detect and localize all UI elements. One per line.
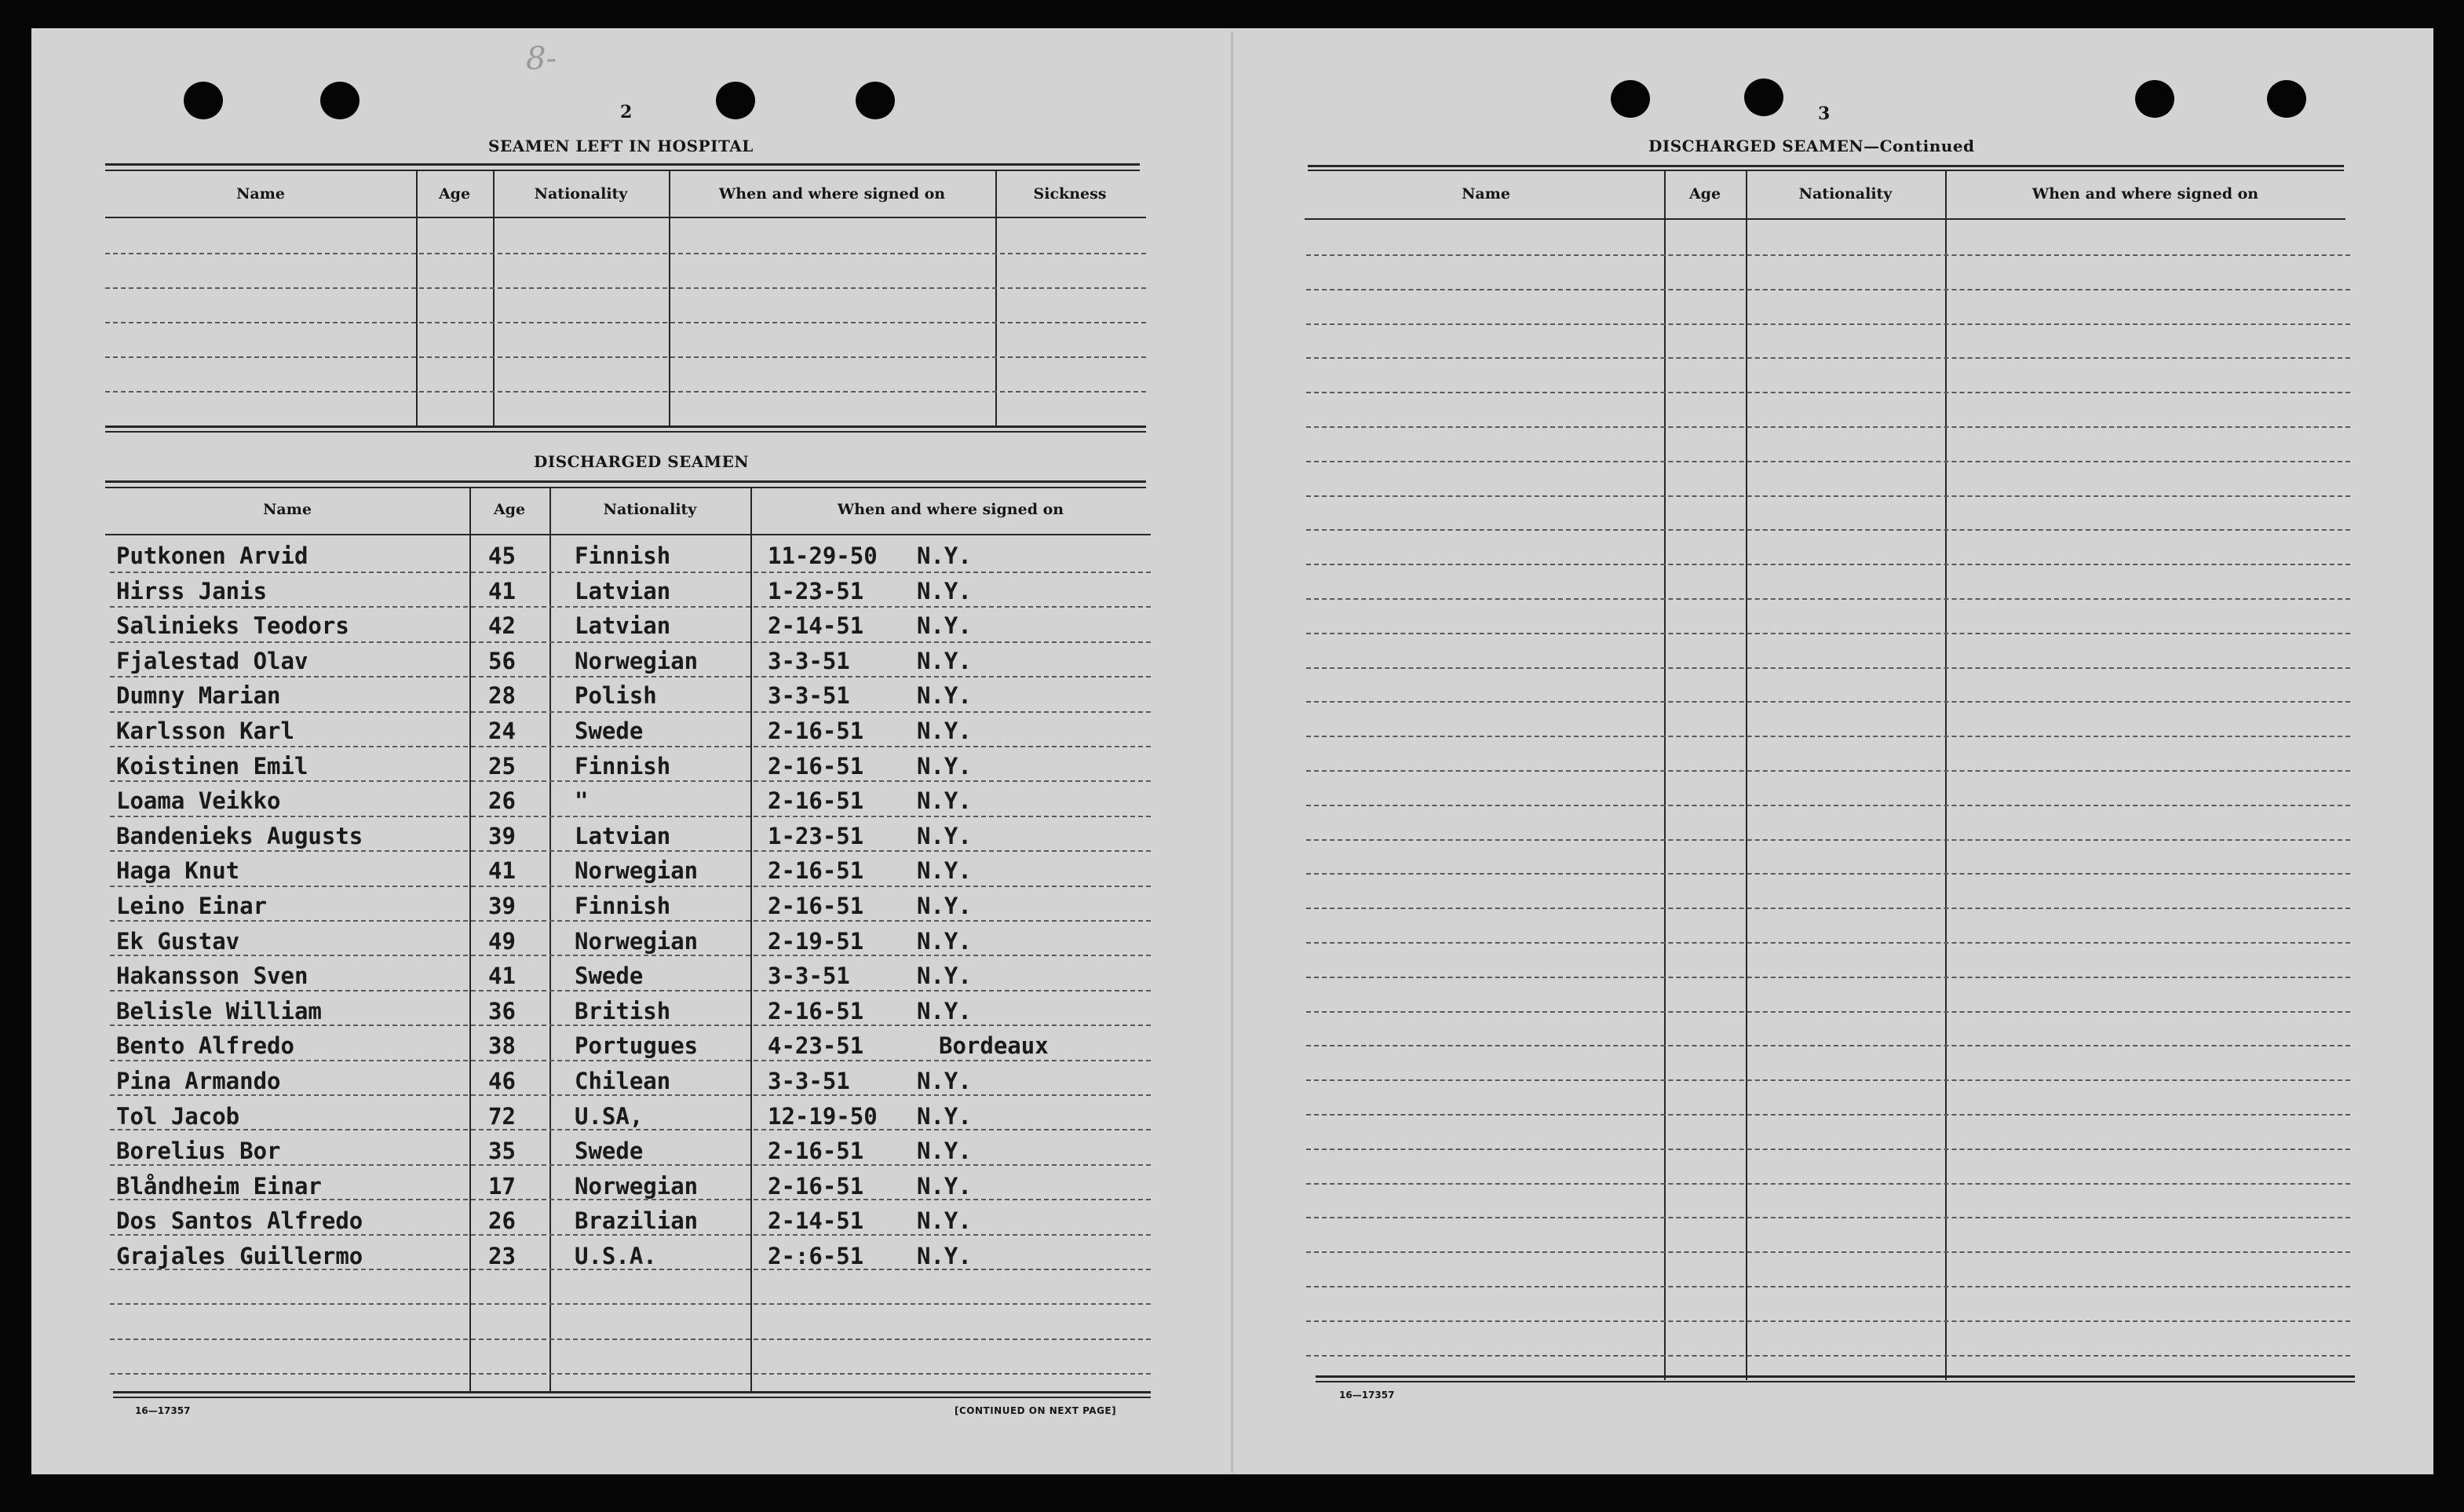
seaman-nationality: Chilean bbox=[575, 1068, 671, 1094]
signed-on-place: N.Y. bbox=[917, 577, 972, 604]
discharged-col-name: Name bbox=[263, 501, 312, 518]
signed-on-place: N.Y. bbox=[917, 893, 972, 919]
signed-on-date: 2-14-51 bbox=[768, 1207, 864, 1235]
seaman-age: 35 bbox=[488, 1138, 516, 1165]
seaman-age: 26 bbox=[488, 1207, 516, 1235]
signed-on-place: N.Y. bbox=[917, 997, 972, 1024]
seaman-age: 56 bbox=[488, 647, 516, 674]
signed-on-date: 2-:6-51 bbox=[768, 1243, 864, 1269]
signed-on-place: N.Y. bbox=[917, 718, 972, 744]
right-section-title bbox=[1648, 137, 1975, 155]
signed-on-place: N.Y. bbox=[917, 682, 972, 710]
punch-hole bbox=[716, 82, 755, 119]
seaman-name: Salinieks Teodors bbox=[116, 612, 349, 640]
seaman-name: Belisle William bbox=[116, 997, 322, 1024]
discharged-col-nationality: Nationality bbox=[603, 501, 697, 518]
punch-hole bbox=[856, 82, 895, 119]
signed-on-place: N.Y. bbox=[917, 822, 972, 849]
right-title-continued: —Continued bbox=[1864, 137, 1975, 155]
signed-on-date: 2-16-51 bbox=[768, 997, 864, 1024]
punch-hole bbox=[2267, 80, 2306, 118]
signed-on-date: 2-16-51 bbox=[768, 893, 864, 919]
seaman-age: 72 bbox=[488, 1102, 516, 1130]
seaman-age: 17 bbox=[488, 1172, 516, 1200]
seaman-nationality: Latvian bbox=[575, 822, 671, 849]
signed-on-date: 3-3-51 bbox=[768, 682, 850, 710]
seaman-nationality: Finnish bbox=[575, 542, 671, 569]
signed-on-date: 4-23-51 bbox=[768, 1032, 864, 1060]
signed-on-place: N.Y. bbox=[917, 1172, 972, 1200]
right-title-main: DISCHARGED SEAMEN bbox=[1648, 137, 1864, 155]
seaman-name: Bento Alfredo bbox=[116, 1032, 294, 1060]
hospital-col-age: Age bbox=[438, 185, 471, 203]
seaman-name: Blåndheim Einar bbox=[116, 1172, 322, 1200]
punch-hole bbox=[184, 82, 223, 119]
seaman-nationality: Swede bbox=[575, 718, 644, 744]
punch-hole bbox=[2135, 80, 2174, 118]
seaman-name: Grajales Guillermo bbox=[116, 1243, 363, 1269]
seaman-name: Hakansson Sven bbox=[116, 962, 308, 990]
seaman-age: 26 bbox=[488, 787, 516, 815]
discharged-section-title: DISCHARGED SEAMEN bbox=[534, 452, 750, 471]
seaman-name: Dumny Marian bbox=[116, 682, 281, 710]
discharged-col-signed-on: When and where signed on bbox=[837, 501, 1064, 518]
signed-on-date: 1-23-51 bbox=[768, 577, 864, 604]
signed-on-place: N.Y. bbox=[917, 1138, 972, 1165]
hospital-col-nationality: Nationality bbox=[534, 185, 628, 203]
signed-on-place: N.Y. bbox=[917, 787, 972, 815]
signed-on-date: 2-16-51 bbox=[768, 1138, 864, 1165]
signed-on-date: 3-3-51 bbox=[768, 647, 850, 674]
seaman-age: 39 bbox=[488, 822, 516, 849]
seaman-age: 49 bbox=[488, 927, 516, 955]
seaman-nationality: Swede bbox=[575, 962, 644, 990]
seaman-nationality: Brazilian bbox=[575, 1207, 699, 1235]
signed-on-place: N.Y. bbox=[917, 1068, 972, 1094]
seaman-nationality: Norwegian bbox=[575, 927, 699, 955]
seaman-name: Hirss Janis bbox=[116, 577, 268, 604]
seaman-name: Dos Santos Alfredo bbox=[116, 1207, 363, 1235]
signed-on-date: 2-16-51 bbox=[768, 787, 864, 815]
right-col-signed-on: When and where signed on bbox=[2031, 185, 2259, 203]
pencil-scribble: 8- bbox=[526, 41, 557, 77]
seaman-name: Borelius Bor bbox=[116, 1138, 281, 1165]
seaman-nationality: U.SA, bbox=[575, 1102, 644, 1130]
right-col-nationality: Nationality bbox=[1798, 185, 1893, 203]
seaman-name: Pina Armando bbox=[116, 1068, 281, 1094]
seaman-name: Fjalestad Olav bbox=[116, 647, 308, 674]
signed-on-place: N.Y. bbox=[917, 962, 972, 990]
page-fold bbox=[1231, 31, 1233, 1473]
seaman-age: 41 bbox=[488, 577, 516, 604]
seaman-name: Koistinen Emil bbox=[116, 752, 308, 780]
right-form-number: 16—17357 bbox=[1339, 1390, 1395, 1401]
signed-on-date: 2-14-51 bbox=[768, 612, 864, 640]
seaman-name: Leino Einar bbox=[116, 893, 268, 919]
punch-hole bbox=[320, 82, 360, 119]
signed-on-date: 1-23-51 bbox=[768, 822, 864, 849]
seaman-nationality: Latvian bbox=[575, 577, 671, 604]
seaman-name: Putkonen Arvid bbox=[116, 542, 308, 569]
signed-on-date: 2-16-51 bbox=[768, 718, 864, 744]
signed-on-place: N.Y. bbox=[917, 752, 972, 780]
signed-on-date: 11-29-50 bbox=[768, 542, 878, 569]
seaman-nationality: British bbox=[575, 997, 671, 1024]
left-form-number: 16—17357 bbox=[135, 1405, 191, 1416]
seaman-age: 46 bbox=[488, 1068, 516, 1094]
seaman-age: 39 bbox=[488, 893, 516, 919]
hospital-section-title: SEAMEN LEFT IN HOSPITAL bbox=[488, 137, 754, 155]
seaman-age: 41 bbox=[488, 857, 516, 885]
left-page-number: 2 bbox=[620, 102, 633, 122]
punch-hole bbox=[1744, 79, 1783, 116]
signed-on-place: N.Y. bbox=[917, 647, 972, 674]
seaman-nationality: Norwegian bbox=[575, 1172, 699, 1200]
seaman-age: 24 bbox=[488, 718, 516, 744]
right-col-name: Name bbox=[1462, 185, 1510, 203]
seaman-nationality: Finnish bbox=[575, 752, 671, 780]
seaman-age: 45 bbox=[488, 542, 516, 569]
signed-on-date: 2-19-51 bbox=[768, 927, 864, 955]
seaman-age: 36 bbox=[488, 997, 516, 1024]
seaman-age: 23 bbox=[488, 1243, 516, 1269]
signed-on-date: 2-16-51 bbox=[768, 857, 864, 885]
hospital-col-signed-on: When and where signed on bbox=[718, 185, 946, 203]
seaman-nationality: Latvian bbox=[575, 612, 671, 640]
discharged-col-age: Age bbox=[493, 501, 526, 518]
right-page-number: 3 bbox=[1818, 104, 1831, 124]
signed-on-place: Bordeaux bbox=[939, 1032, 1049, 1060]
seaman-name: Ek Gustav bbox=[116, 927, 240, 955]
signed-on-date: 3-3-51 bbox=[768, 962, 850, 990]
seaman-nationality: Finnish bbox=[575, 893, 671, 919]
seaman-nationality: Norwegian bbox=[575, 857, 699, 885]
seaman-nationality: Swede bbox=[575, 1138, 644, 1165]
signed-on-date: 3-3-51 bbox=[768, 1068, 850, 1094]
seaman-name: Loama Veikko bbox=[116, 787, 281, 815]
hospital-col-sickness: Sickness bbox=[1033, 185, 1107, 203]
signed-on-date: 12-19-50 bbox=[768, 1102, 878, 1130]
seaman-nationality: Portugues bbox=[575, 1032, 699, 1060]
seaman-nationality: Polish bbox=[575, 682, 657, 710]
signed-on-place: N.Y. bbox=[917, 857, 972, 885]
seaman-age: 25 bbox=[488, 752, 516, 780]
seaman-name: Haga Knut bbox=[116, 857, 240, 885]
continued-note: [CONTINUED ON NEXT PAGE] bbox=[955, 1405, 1117, 1416]
seaman-name: Karlsson Karl bbox=[116, 718, 294, 744]
signed-on-place: N.Y. bbox=[917, 927, 972, 955]
signed-on-date: 2-16-51 bbox=[768, 752, 864, 780]
signed-on-place: N.Y. bbox=[917, 542, 972, 569]
seaman-age: 38 bbox=[488, 1032, 516, 1060]
seaman-age: 28 bbox=[488, 682, 516, 710]
seaman-age: 41 bbox=[488, 962, 516, 990]
seaman-nationality: " bbox=[575, 787, 589, 815]
signed-on-place: N.Y. bbox=[917, 1102, 972, 1130]
right-col-age: Age bbox=[1688, 185, 1721, 203]
seaman-name: Bandenieks Augusts bbox=[116, 822, 363, 849]
seaman-nationality: U.S.A. bbox=[575, 1243, 657, 1269]
signed-on-place: N.Y. bbox=[917, 1243, 972, 1269]
seaman-age: 42 bbox=[488, 612, 516, 640]
signed-on-date: 2-16-51 bbox=[768, 1172, 864, 1200]
signed-on-place: N.Y. bbox=[917, 612, 972, 640]
hospital-col-name: Name bbox=[236, 185, 285, 203]
punch-hole bbox=[1611, 80, 1650, 118]
seaman-nationality: Norwegian bbox=[575, 647, 699, 674]
signed-on-place: N.Y. bbox=[917, 1207, 972, 1235]
seaman-name: Tol Jacob bbox=[116, 1102, 240, 1130]
